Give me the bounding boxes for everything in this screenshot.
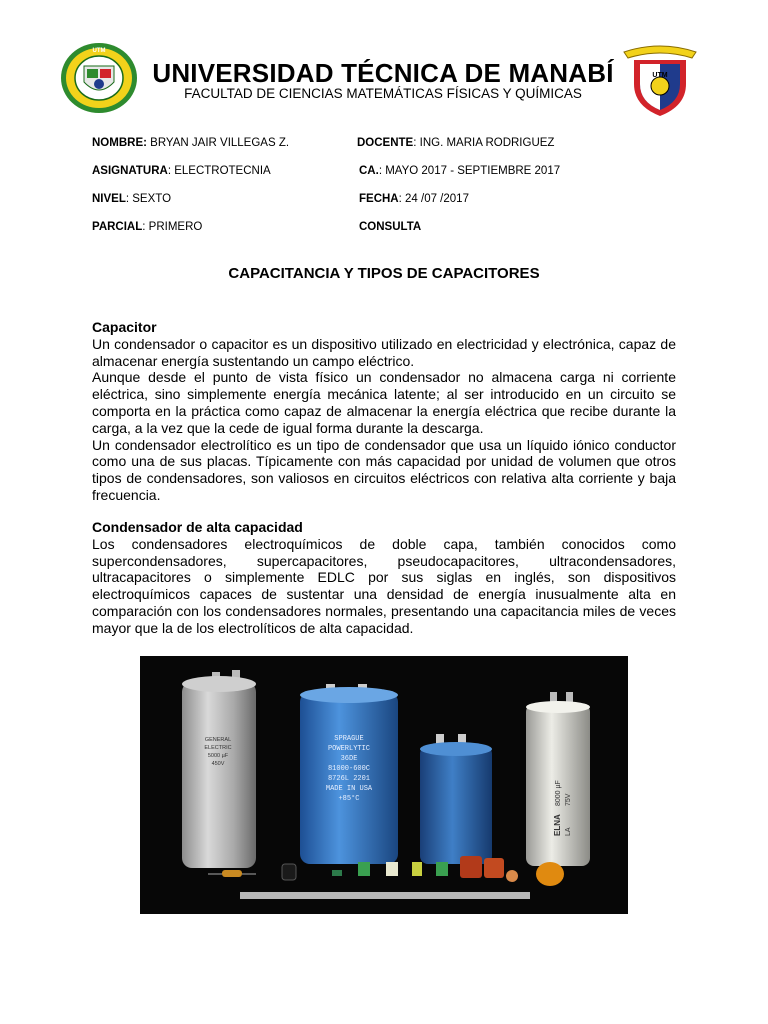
university-seal-logo	[60, 42, 138, 114]
capacitors-illustration	[140, 656, 628, 914]
paragraph: Los condensadores electroquímicos de doble capa, también conocidos como supercondensadores, supercapacitores, pseudocapacitores, ultracondensadores, ultracapacitores o simplemente EDLC por sus siglas en inglés, son dispositivos electroquímicos capaces de sustentar una densidad de energía inusualmente alta en comparación con los condensadores normales, presentando una capacitancia miles de veces mayor que la de los electrolíticos de alta capacidad.	[92, 535, 676, 636]
paragraph: Aunque desde el punto de vista físico un condensador no almacena carga ni corriente eléctrica, sino simplemente energía mecánica latente; al ser introducido en un circuito se comporta en la práctica como capaz de almacenar la energía eléctrica que recibe durante la carga, a la vez que la cede de igual forma durante la descarga.	[92, 369, 676, 436]
info-docente: DOCENTE: ING. MARIA RODRIGUEZ	[357, 137, 555, 149]
university-title: UNIVERSIDAD TÉCNICA DE MANABÍ	[152, 58, 614, 88]
info-ca: CA.: MAYO 2017 - SEPTIEMBRE 2017	[359, 165, 561, 177]
aluminum-capacitor	[182, 670, 256, 868]
info-consulta: CONSULTA	[359, 221, 422, 233]
capacitors-photo	[140, 656, 628, 914]
svg-text:ELNA: ELNA	[553, 814, 562, 836]
small-components	[208, 856, 564, 899]
svg-text:LA: LA	[565, 827, 572, 836]
svg-text:MADE IN USA: MADE IN USA	[325, 785, 373, 793]
svg-text:+85°C: +85°C	[338, 795, 360, 803]
section-capacitor	[92, 319, 676, 504]
svg-text:81000-600C: 81000-600C	[327, 765, 371, 773]
blue-capacitor-small	[420, 734, 492, 864]
svg-text:450V: 450V	[211, 761, 225, 767]
white-capacitor	[526, 692, 590, 866]
faculty-title: FACULTAD DE CIENCIAS MATEMÁTICAS FÍSICAS Y QUÍMICAS	[184, 86, 582, 101]
info-nombre: NOMBRE: BRYAN JAIR VILLEGAS Z.	[92, 137, 290, 149]
seal-text: UTM	[92, 48, 106, 54]
info-fecha: FECHA: 24 /07 /2017	[359, 193, 469, 205]
document-title: CAPACITANCIA Y TIPOS DE CAPACITORES	[228, 265, 540, 282]
paragraph: Un condensador o capacitor es un dispositivo utilizado en electricidad y electrónica, capaz de almacenar energía sustentando un campo eléctrico.	[92, 335, 676, 369]
svg-text:GENERAL: GENERAL	[204, 737, 232, 743]
info-asignatura: ASIGNATURA: ELECTROTECNIA	[92, 165, 271, 177]
svg-text:36DE: 36DE	[340, 755, 358, 763]
info-parcial: PARCIAL: PRIMERO	[92, 221, 203, 233]
svg-text:SPRAGUE: SPRAGUE	[334, 735, 364, 743]
section-heading: Condensador de alta capacidad	[92, 519, 303, 535]
info-nivel: NIVEL: SEXTO	[92, 193, 172, 205]
section-heading: Capacitor	[92, 319, 157, 335]
svg-text:8000 µF: 8000 µF	[555, 780, 562, 806]
svg-text:POWERLYTIC: POWERLYTIC	[327, 745, 371, 753]
paragraph: Un condensador electrolítico es un tipo de condensador que usa un líquido iónico conductor como una de sus placas. Típicamente con más capacidad por unidad de volumen que otros tipos de condensadores, son valiosos en circuitos eléctricos con relativa alta corriente y baja frecuencia.	[92, 436, 676, 503]
svg-text:8726L 2201: 8726L 2201	[327, 775, 371, 783]
utm-shield-logo	[620, 40, 700, 118]
section-alta-capacidad	[92, 519, 676, 637]
blue-capacitor-large	[300, 684, 398, 864]
utm-text: UTM	[652, 72, 668, 79]
svg-text:5000 µF: 5000 µF	[207, 753, 229, 759]
svg-text:75V: 75V	[565, 793, 572, 806]
svg-text:ELECTRIC: ELECTRIC	[204, 745, 232, 751]
